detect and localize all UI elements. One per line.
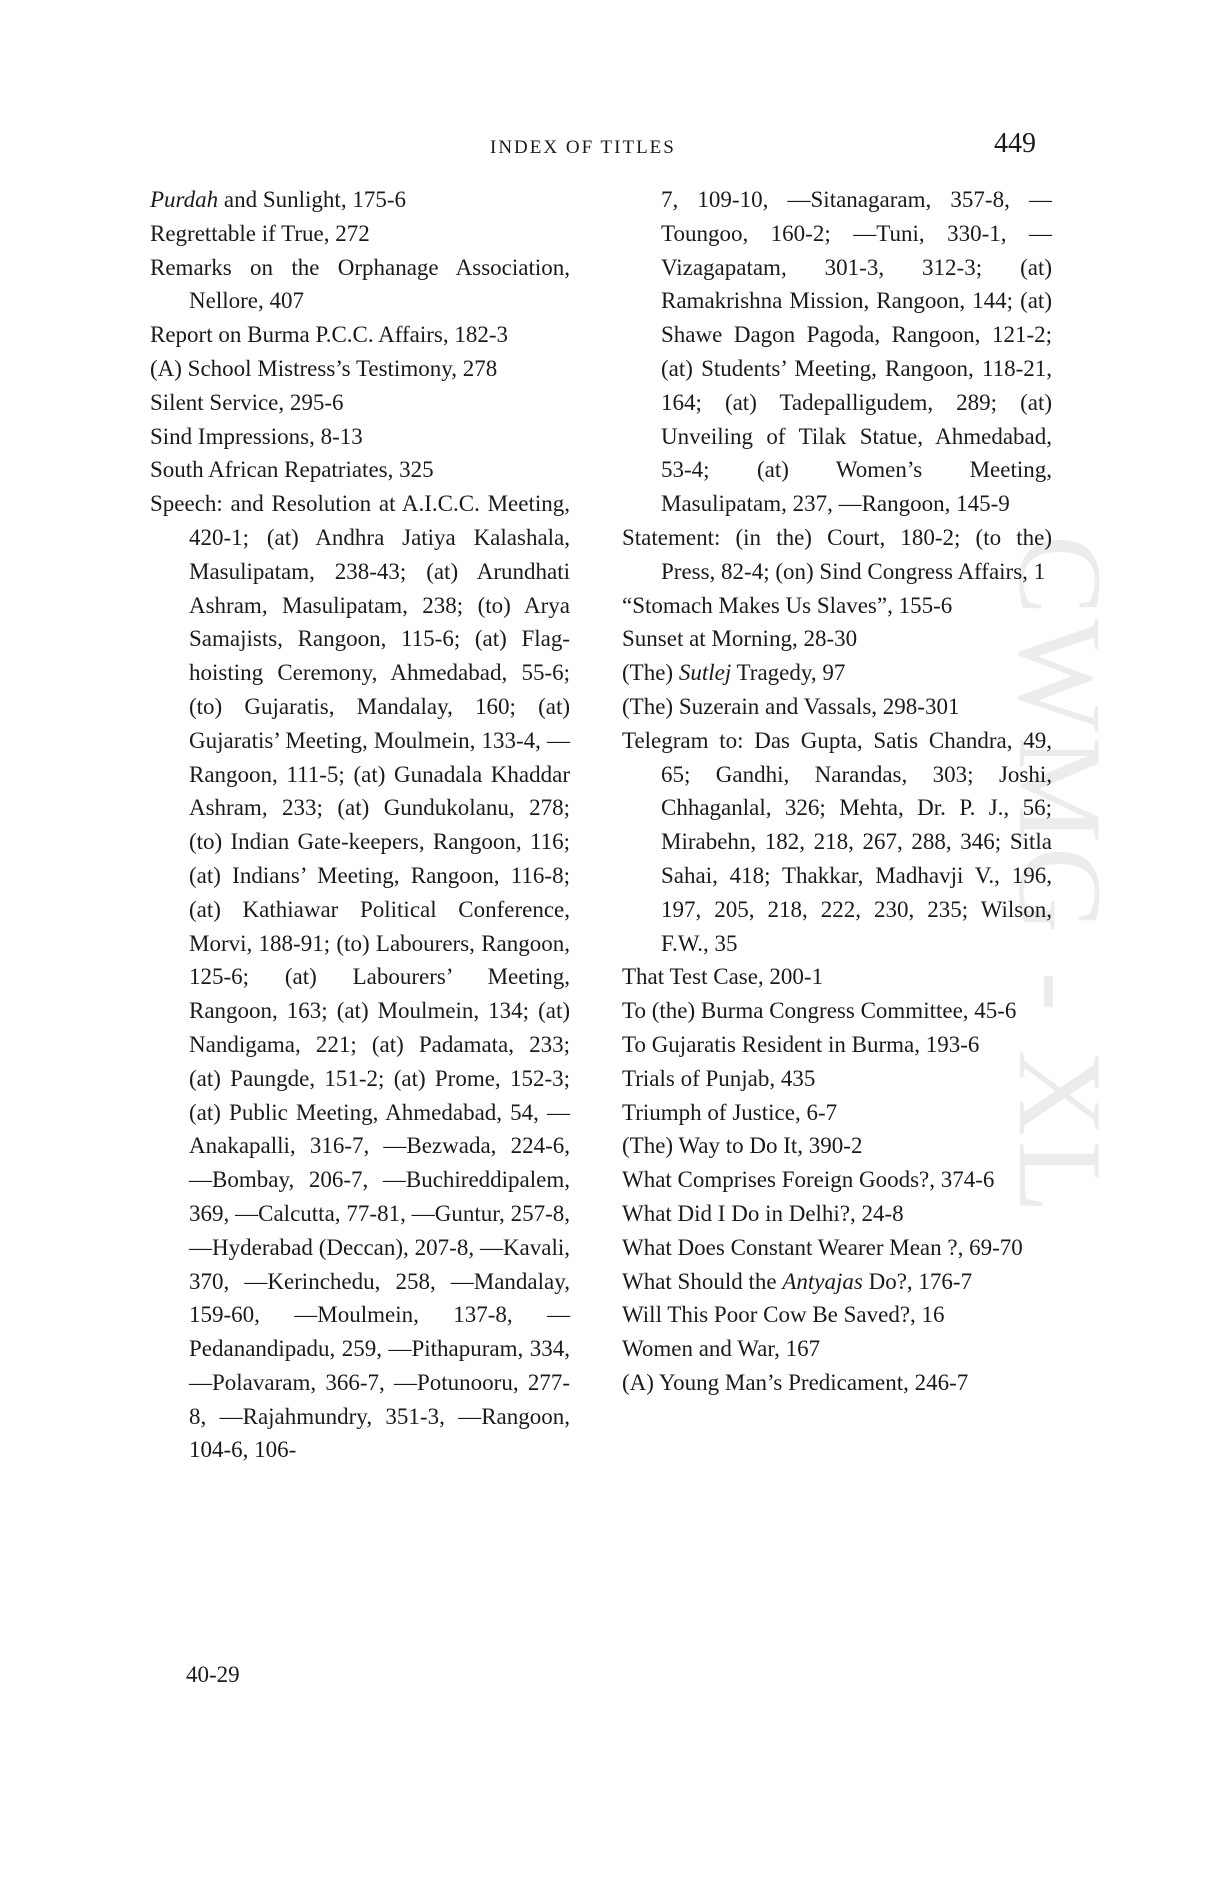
index-entry [622, 1062, 1052, 1096]
running-title: INDEX OF TITLES [490, 137, 676, 158]
entry-text: (The) Suzerain and Vassals, 298-301 [622, 693, 960, 719]
entry-text: To (the) Burma Congress Committee, 45-6 [622, 998, 1017, 1024]
entry-text: What Comprises Foreign Goods?, 374-6 [622, 1167, 995, 1193]
entry-text-suffix: Tragedy, 97 [731, 660, 846, 686]
index-entry [622, 1231, 1052, 1265]
index-entry [150, 420, 570, 454]
entry-text: What Should the [622, 1268, 783, 1294]
index-entry [622, 589, 1052, 623]
index-entry [622, 656, 1052, 690]
index-entry [150, 183, 570, 217]
entry-text: Triumph of Justice, 6-7 [622, 1099, 838, 1125]
index-entry [622, 690, 1052, 724]
index-entry [150, 352, 570, 386]
entry-text: Trials of Punjab, 435 [622, 1065, 816, 1091]
entry-text: What Does Constant Wearer Mean ?, 69-70 [622, 1234, 1023, 1260]
entry-text: That Test Case, 200-1 [622, 964, 824, 990]
entry-text: Sind Impressions, 8-13 [150, 423, 363, 449]
entry-text: (The) Way to Do It, 390-2 [622, 1133, 863, 1159]
entry-text: “Stomach Makes Us Slaves”, 155-6 [622, 592, 953, 618]
index-entry [150, 318, 570, 352]
index-entry [150, 487, 570, 1467]
index-entry [150, 453, 570, 487]
index-entry [150, 386, 570, 420]
entry-text: Speech: and Resolution at A.I.C.C. Meeting, 420-1; (at) Andhra Jatiya Kalashala, Masulipatam, 238-43; (at) Arundhati Ashram, Masulipatam, 238; (to) Arya Samajists, Rangoon, 115-6; (at) Flag-hoisting Ceremony, Ahmedabad, 55-6; (to) Gujaratis, Mandalay, 160; (at) Gujaratis’ Meeting, Moulmein, 133-4, —Rangoon, 111-5; (at) Gunadala Khaddar Ashram, 233; (at) Gundukolanu, 278; (to) Indian Gate-keepers, Rangoon, 116; (at) Indians’ Meeting, Rangoon, 116-8; (at) Kathiawar Political Conference, Morvi, 188-91; (to) Labourers, Rangoon, 125-6; (at) Labourers’ Meeting, Rangoon, 163; (at) Moulmein, 134; (at) Nandigama, 221; (at) Padamata, 233; (at) Paungde, 151-2; (at) Prome, 152-3; (at) Public Meeting, Ahmedabad, 54, —Anakapalli, 316-7, —Bezwada, 224-6, —Bombay, 206-7, —Buchireddipalem, 369, —Calcutta, 77-81, —Guntur, 257-8, —Hyderabad (Deccan), 207-8, —Kavali, 370, —Kerinchedu, 258, —Mandalay, 159-60, —Moulmein, 137-8, —Pedanandipadu, 259, —Pithapuram, 334, —Polavaram, 366-7, —Potunooru, 277-8, —Rajahmundry, 351-3, —Rangoon, 104-6, 106- [150, 491, 570, 1463]
index-column-left [150, 183, 570, 1467]
index-entry [622, 1366, 1052, 1400]
index-entry [622, 724, 1052, 961]
entry-text: Remarks on the Orphanage Association, Nellore, 407 [150, 254, 570, 314]
index-entry [622, 521, 1052, 589]
entry-text-suffix: Do?, 176-7 [862, 1268, 973, 1294]
entry-text: Women and War, 167 [622, 1336, 821, 1362]
entry-italic-text: Sutlej [678, 660, 732, 686]
entry-text: (A) Young Man’s Predicament, 246-7 [622, 1369, 969, 1395]
entry-text: (The) [622, 660, 679, 686]
entry-text-suffix: and Sunlight, 175-6 [218, 187, 406, 212]
index-entry [622, 1265, 1052, 1299]
entry-text: To Gujaratis Resident in Burma, 193-6 [622, 1031, 980, 1057]
entry-text: What Did I Do in Delhi?, 24-8 [622, 1200, 904, 1226]
entry-text: Regrettable if True, 272 [150, 220, 370, 246]
index-entry [622, 183, 1052, 521]
entry-italic-text: Purdah [150, 187, 219, 212]
index-entry [150, 251, 570, 319]
index-entry [622, 1129, 1052, 1163]
index-entry [622, 994, 1052, 1028]
footer-signature-code: 40-29 [186, 1662, 240, 1687]
index-entry [622, 1163, 1052, 1197]
entry-italic-text: Antyajas [782, 1268, 863, 1294]
index-column-right [622, 183, 1052, 1400]
entry-text: South African Repatriates, 325 [150, 457, 434, 483]
page-number: 449 [994, 128, 1036, 159]
index-entry [622, 960, 1052, 994]
entry-text: Sunset at Morning, 28-30 [622, 626, 858, 652]
index-entry [622, 1028, 1052, 1062]
index-entry [622, 1298, 1052, 1332]
index-entry [622, 622, 1052, 656]
entry-text: Silent Service, 295-6 [150, 389, 344, 415]
entry-text: Will This Poor Cow Be Saved?, 16 [622, 1302, 945, 1328]
entry-text: (A) School Mistress’s Testimony, 278 [150, 355, 498, 381]
index-entry [150, 217, 570, 251]
entry-text: Report on Burma P.C.C. Affairs, 182-3 [150, 322, 508, 348]
watermark: CWMG - XL [994, 535, 1127, 1218]
index-entry [622, 1197, 1052, 1231]
index-entry [622, 1096, 1052, 1130]
entry-text: Telegram to: Das Gupta, Satis Chandra, 49, 65; Gandhi, Narandas, 303; Joshi, Chhaganlal, 326; Mehta, Dr. P. J., 56; Mirabehn, 182, 218, 267, 288, 346; Sitla Sahai, 418; Thakkar, Madhavji V., 196, 197, 205, 218, 222, 230, 235; Wilson, F.W., 35 [622, 727, 1052, 956]
entry-text: 7, 109-10, —Sitanagaram, 357-8, —Toungoo, 160-2; —Tuni, 330-1, —Vizagapatam, 301-3, 312-3; (at) Ramakrishna Mission, Rangoon, 144; (at) Shawe Dagon Pagoda, Rangoon, 121-2; (at) Students’ Meeting, Rangoon, 118-21, 164; (at) Tadepalligudem, 289; (at) Unveiling of Tilak Statue, Ahmedabad, 53-4; (at) Women’s Meeting, Masulipatam, 237, —Rangoon, 145-9 [661, 187, 1052, 517]
entry-text: Statement: (in the) Court, 180-2; (to the) Press, 82-4; (on) Sind Congress Affairs, 1 [622, 524, 1052, 584]
index-entry [622, 1332, 1052, 1366]
